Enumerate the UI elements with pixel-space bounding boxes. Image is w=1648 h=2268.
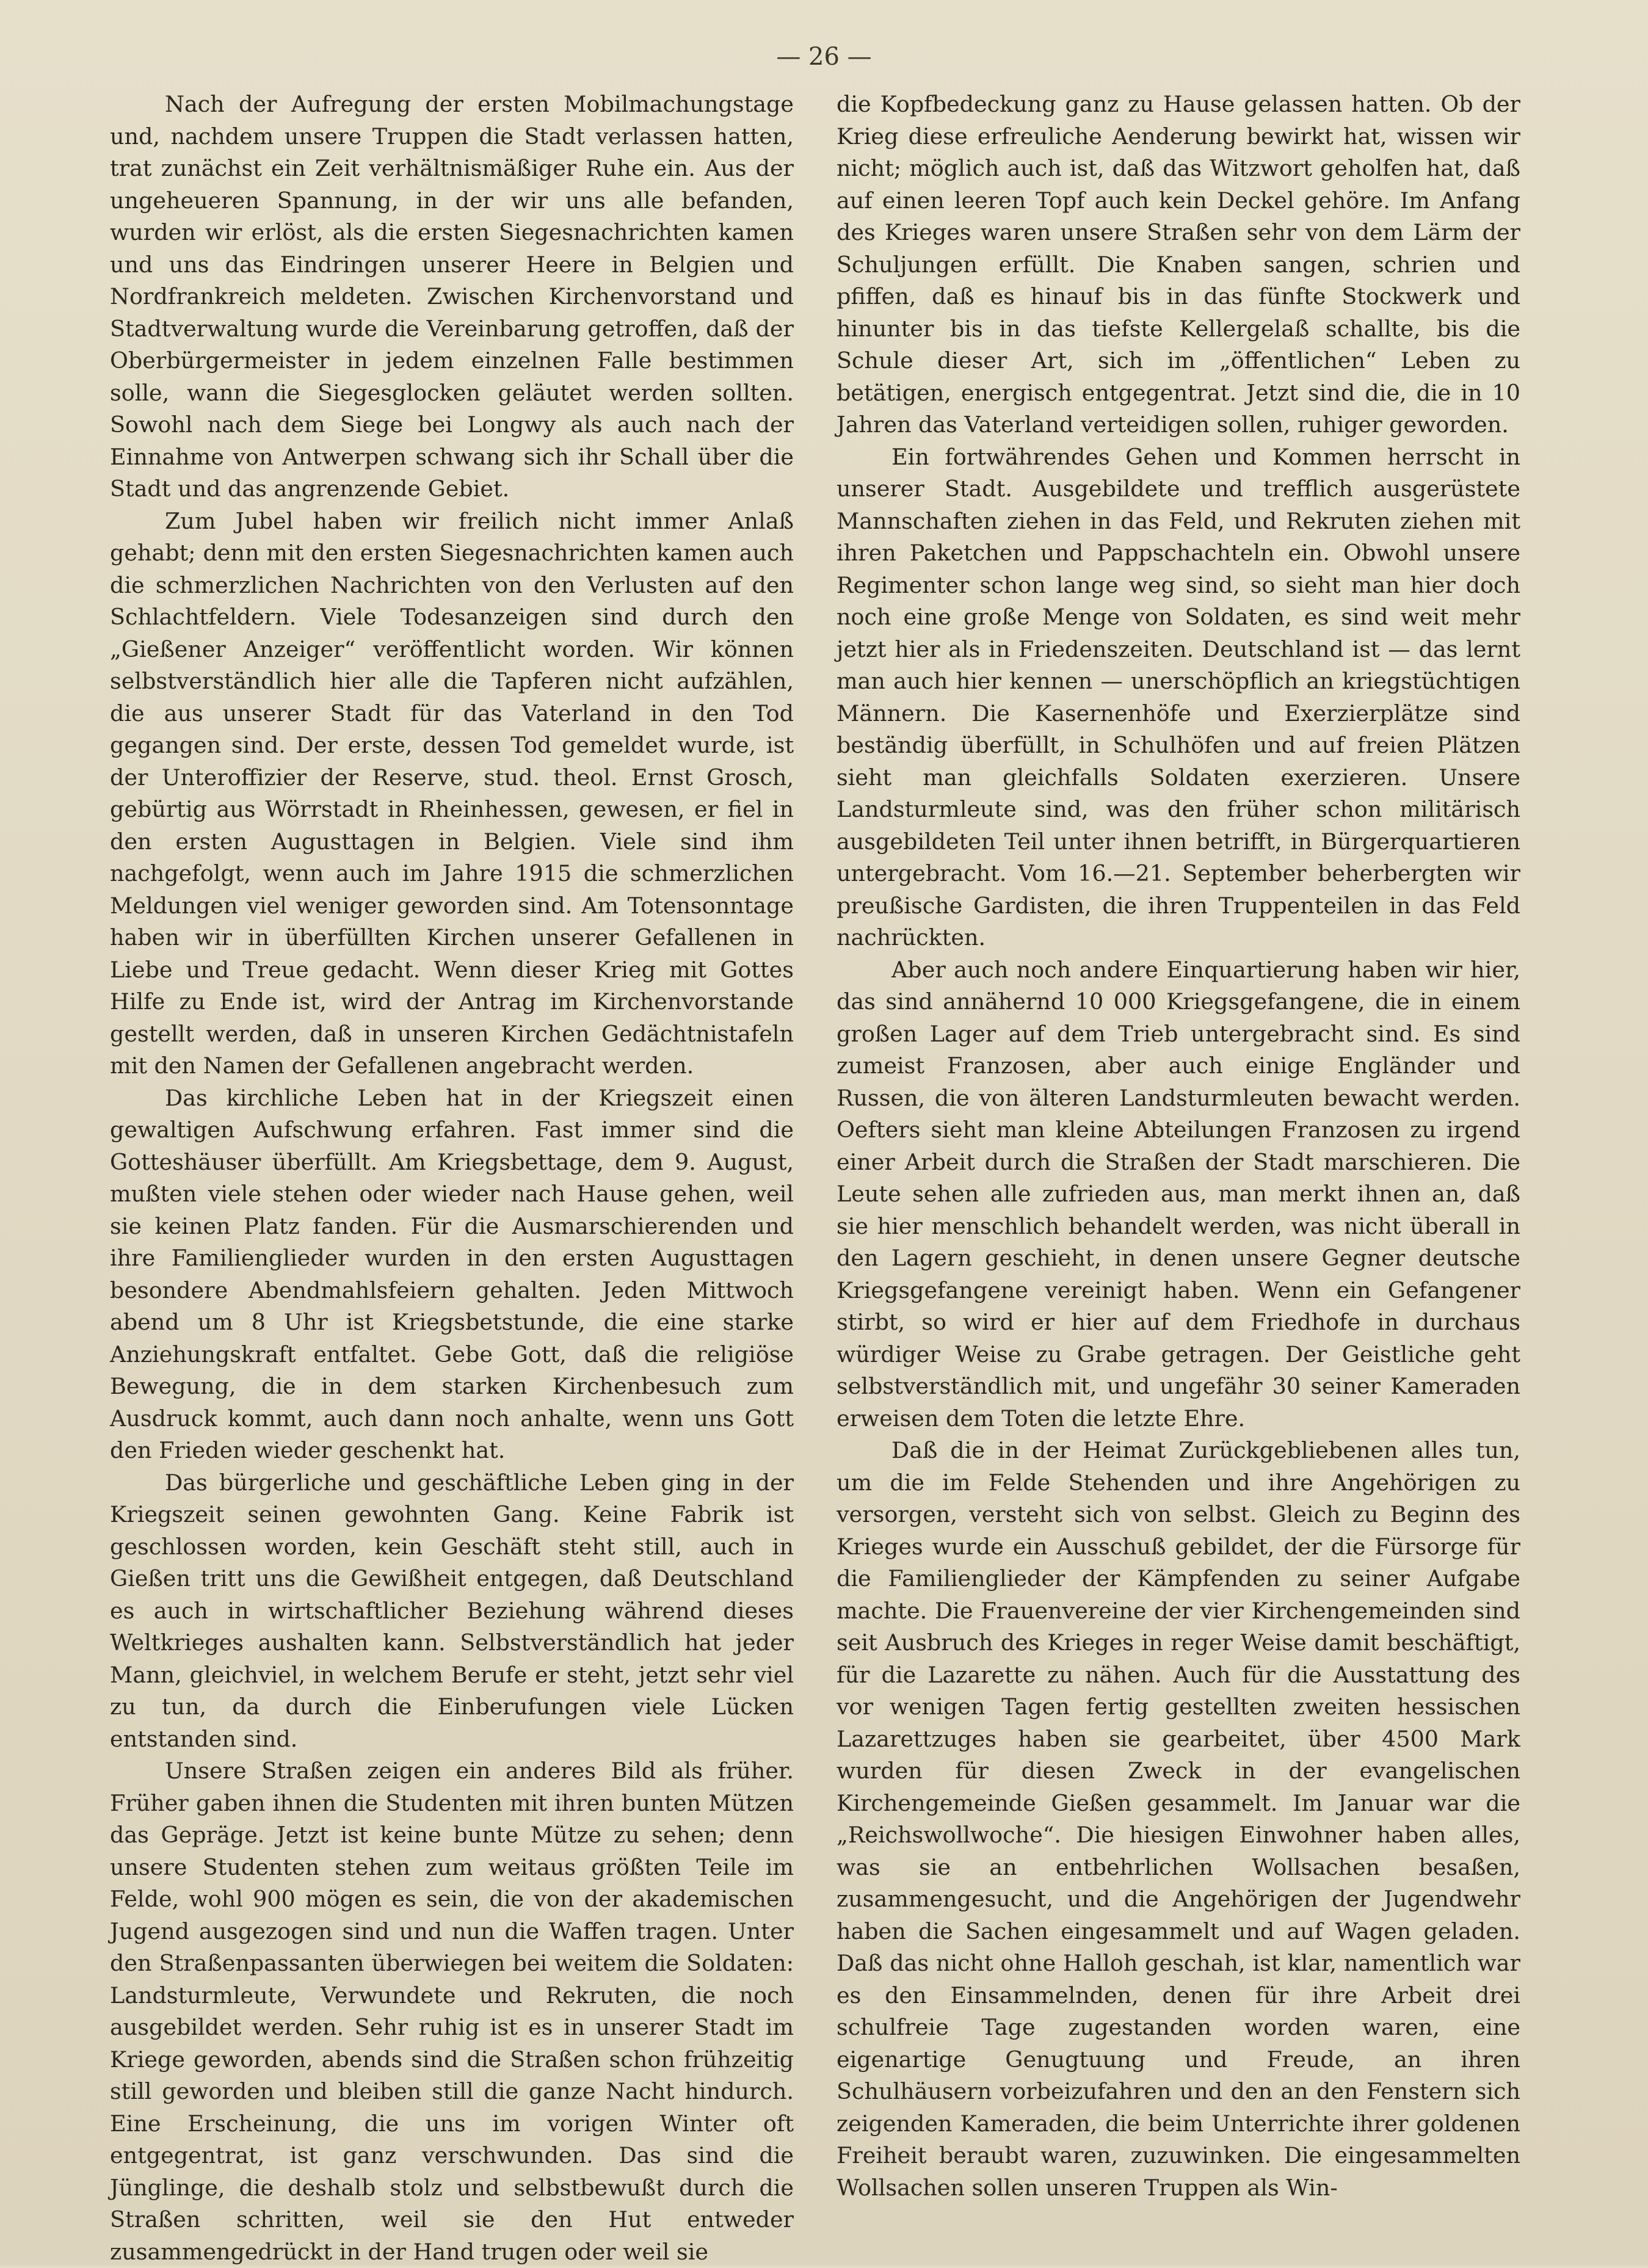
page-number: — 26 —	[776, 43, 872, 71]
paragraph: Das kirchliche Leben hat in der Kriegszeit einen gewaltigen Aufschwung erfahren. Fast immer sind die Gotteshäuser überfüllt. Am Kriegsbettage, dem 9. August, mußten viele stehen oder wieder nach Hause gehen, weil sie keinen Platz fanden. Für die Ausmarschierenden und ihre Familienglieder wurden in den ersten Augusttagen besondere Abendmahlsfeiern gehalten. Jeden Mittwoch abend um 8 Uhr ist Kriegsbetstunde, die eine starke Anziehungskraft entfaltet. Gebe Gott, daß die religiöse Bewegung, die in dem starken Kirchenbesuch zum Ausdruck kommt, auch dann noch anhalte, wenn uns Gott den Frieden wieder geschenkt hat.	[110, 1084, 794, 1463]
paragraph: die Kopfbedeckung ganz zu Hause gelassen hatten. Ob der Krieg diese erfreuliche Aenderung bewirkt hat, wissen wir nicht; möglich auch ist, daß das Witzwort geholfen hat, daß auf einen leeren Topf auch kein Deckel gehöre. Im Anfang des Krieges waren unsere Straßen sehr von dem Lärm der Schuljungen erfüllt. Die Knaben sangen, schrien und pfiffen, daß es hinauf bis in das fünfte Stockwerk und hinunter bis in das tiefste Kellergelaß schallte, bis die Schule dieser Art, sich im „öffentlichen“ Leben zu betätigen, energisch entgegentrat. Jetzt sind die, die in 10 Jahren das Vaterland verteidigen sollen, ruhiger geworden.	[837, 91, 1520, 438]
right-column	[837, 89, 1520, 2204]
paragraph: Nach der Aufregung der ersten Mobilmachungstage und, nachdem unsere Truppen die Stadt verlassen hatten, trat zunächst ein Zeit verhältnismäßiger Ruhe ein. Aus der ungeheueren Spannung, in der wir uns alle befanden, wurden wir erlöst, als die ersten Siegesnachrichten kamen und uns das Eindringen unserer Heere in Belgien und Nordfrankreich meldeten. Zwischen Kirchenvorstand und Stadtverwaltung wurde die Vereinbarung getroffen, daß der Oberbürgermeister in jedem einzelnen Falle bestimmen solle, wann die Siegesglocken geläutet werden sollten. Sowohl nach dem Siege bei Longwy als auch nach der Einnahme von Antwerpen schwang sich ihr Schall über die Stadt und das angrenzende Gebiet.	[110, 91, 794, 502]
paragraph: Zum Jubel haben wir freilich nicht immer Anlaß gehabt; denn mit den ersten Siegesnachrichten kamen auch die schmerzlichen Nachrichten von den Verlusten auf den Schlachtfeldern. Viele Todesanzeigen sind durch den „Gießener Anzeiger“ veröffentlicht worden. Wir können selbstverständlich hier alle die Tapferen nicht aufzählen, die aus unserer Stadt für das Vaterland in den Tod gegangen sind. Der erste, dessen Tod gemeldet wurde, ist der Unteroffizier der Reserve, stud. theol. Ernst Grosch, gebürtig aus Wörrstadt in Rheinhessen, gewesen, er fiel in den ersten Augusttagen in Belgien. Viele sind ihm nachgefolgt, wenn auch im Jahre 1915 die schmerzlichen Meldungen viel weniger geworden sind. Am Totensonntage haben wir in überfüllten Kirchen unserer Gefallenen in Liebe und Treue gedacht. Wenn dieser Krieg mit Gottes Hilfe zu Ende ist, wird der Antrag im Kirchenvorstande gestellt werden, daß in unseren Kirchen Gedächtnistafeln mit den Namen der Gefallenen angebracht werden.	[110, 507, 794, 1079]
paragraph: Das bürgerliche und geschäftliche Leben ging in der Kriegszeit seinen gewohnten Gang. Keine Fabrik ist geschlossen worden, kein Geschäft steht still, auch in Gießen tritt uns die Gewißheit entgegen, daß Deutschland es auch in wirtschaftlicher Beziehung während dieses Weltkrieges aushalten kann. Selbstverständlich hat jeder Mann, gleichviel, in welchem Berufe er steht, jetzt sehr viel zu tun, da durch die Einberufungen viele Lücken entstanden sind.	[110, 1469, 794, 1752]
paragraph: Daß die in der Heimat Zurückgebliebenen alles tun, um die im Felde Stehenden und ihre Angehörigen zu versorgen, versteht sich von selbst. Gleich zu Beginn des Krieges wurde ein Ausschuß gebildet, der die Fürsorge für die Familienglieder der Kämpfenden zu seiner Aufgabe machte. Die Frauenvereine der vier Kirchengemeinden sind seit Ausbruch des Krieges in reger Weise damit beschäftigt, für die Lazarette zu nähen. Auch für die Ausstattung des vor wenigen Tagen fertig gestellten zweiten hessischen Lazarettzuges haben sie gearbeitet, über 4500 Mark wurden für diesen Zweck in der evangelischen Kirchengemeinde Gießen gesammelt. Im Januar war die „Reichswollwoche“. Die hiesigen Einwohner haben alles, was sie an entbehrlichen Wollsachen besaßen, zusammengesucht, und die Angehörigen der Jugendwehr haben die Sachen eingesammelt und auf Wagen geladen. Daß das nicht ohne Halloh geschah, ist klar, namentlich war es den Einsammelnden, denen für ihre Arbeit drei schulfreie Tage zugestanden worden waren, eine eigenartige Genugtuung und Freude, an ihren Schulhäusern vorbeizufahren und den an den Fenstern sich zeigenden Kameraden, die beim Unterrichte ihrer goldenen Freiheit beraubt waren, zuzuwinken. Die eingesammelten Wollsachen sollen unseren Truppen als Win-	[837, 1437, 1520, 2201]
paragraph: Unsere Straßen zeigen ein anderes Bild als früher. Früher gaben ihnen die Studenten mit ihren bunten Mützen das Gepräge. Jetzt ist keine bunte Mütze zu sehen; denn unsere Studenten stehen zum weitaus größten Teile im Felde, wohl 900 mögen es sein, die von der akademischen Jugend ausgezogen sind und nun die Waffen tragen. Unter den Straßenpassanten überwiegen bei weitem die Soldaten: Landsturmleute, Verwundete und Rekruten, die noch ausgebildet werden. Sehr ruhig ist es in unserer Stadt im Kriege geworden, abends sind die Straßen schon frühzeitig still geworden und bleiben still die ganze Nacht hindurch. Eine Erscheinung, die uns im vorigen Winter oft entgegentrat, ist ganz verschwunden. Das sind die Jünglinge, die deshalb stolz und selbstbewußt durch die Straßen schritten, weil sie den Hut entweder zusammengedrückt in der Hand trugen oder weil sie	[110, 1758, 794, 2265]
left-column	[110, 89, 794, 2268]
paragraph: Ein fortwährendes Gehen und Kommen herrscht in unserer Stadt. Ausgebildete und trefflich ausgerüstete Mannschaften ziehen in das Feld, und Rekruten ziehen mit ihren Paketchen und Pappschachteln ein. Obwohl unsere Regimenter schon lange weg sind, so sieht man hier doch noch eine große Menge von Soldaten, es sind weit mehr jetzt hier als in Friedenszeiten. Deutschland ist — das lernt man auch hier kennen — unerschöpflich an kriegstüchtigen Männern. Die Kasernenhöfe und Exerzierplätze sind beständig überfüllt, in Schulhöfen und auf freien Plätzen sieht man gleichfalls Soldaten exerzieren. Unsere Landsturmleute sind, was den früher schon militärisch ausgebildeten Teil unter ihnen betrifft, in Bürgerquartieren untergebracht. Vom 16.—21. September beherbergten wir preußische Gardisten, die ihren Truppenteilen in das Feld nachrückten.	[837, 443, 1520, 951]
paragraph: Aber auch noch andere Einquartierung haben wir hier, das sind annähernd 10 000 Kriegsgefangene, die in einem großen Lager auf dem Trieb untergebracht sind. Es sind zumeist Franzosen, aber auch einige Engländer und Russen, die von älteren Landsturmleuten bewacht werden. Oefters sieht man kleine Abteilungen Franzosen zu irgend einer Arbeit durch die Straßen der Stadt marschieren. Die Leute sehen alle zufrieden aus, man merkt ihnen an, daß sie hier menschlich behandelt werden, was nicht überall in den Lagern geschieht, in denen unsere Gegner deutsche Kriegsgefangene vereinigt haben. Wenn ein Gefangener stirbt, so wird er hier auf dem Friedhofe in durchaus würdiger Weise zu Grabe getragen. Der Geistliche geht selbstverständlich mit, und ungefähr 30 seiner Kameraden erweisen dem Toten die letzte Ehre.	[837, 956, 1520, 1432]
